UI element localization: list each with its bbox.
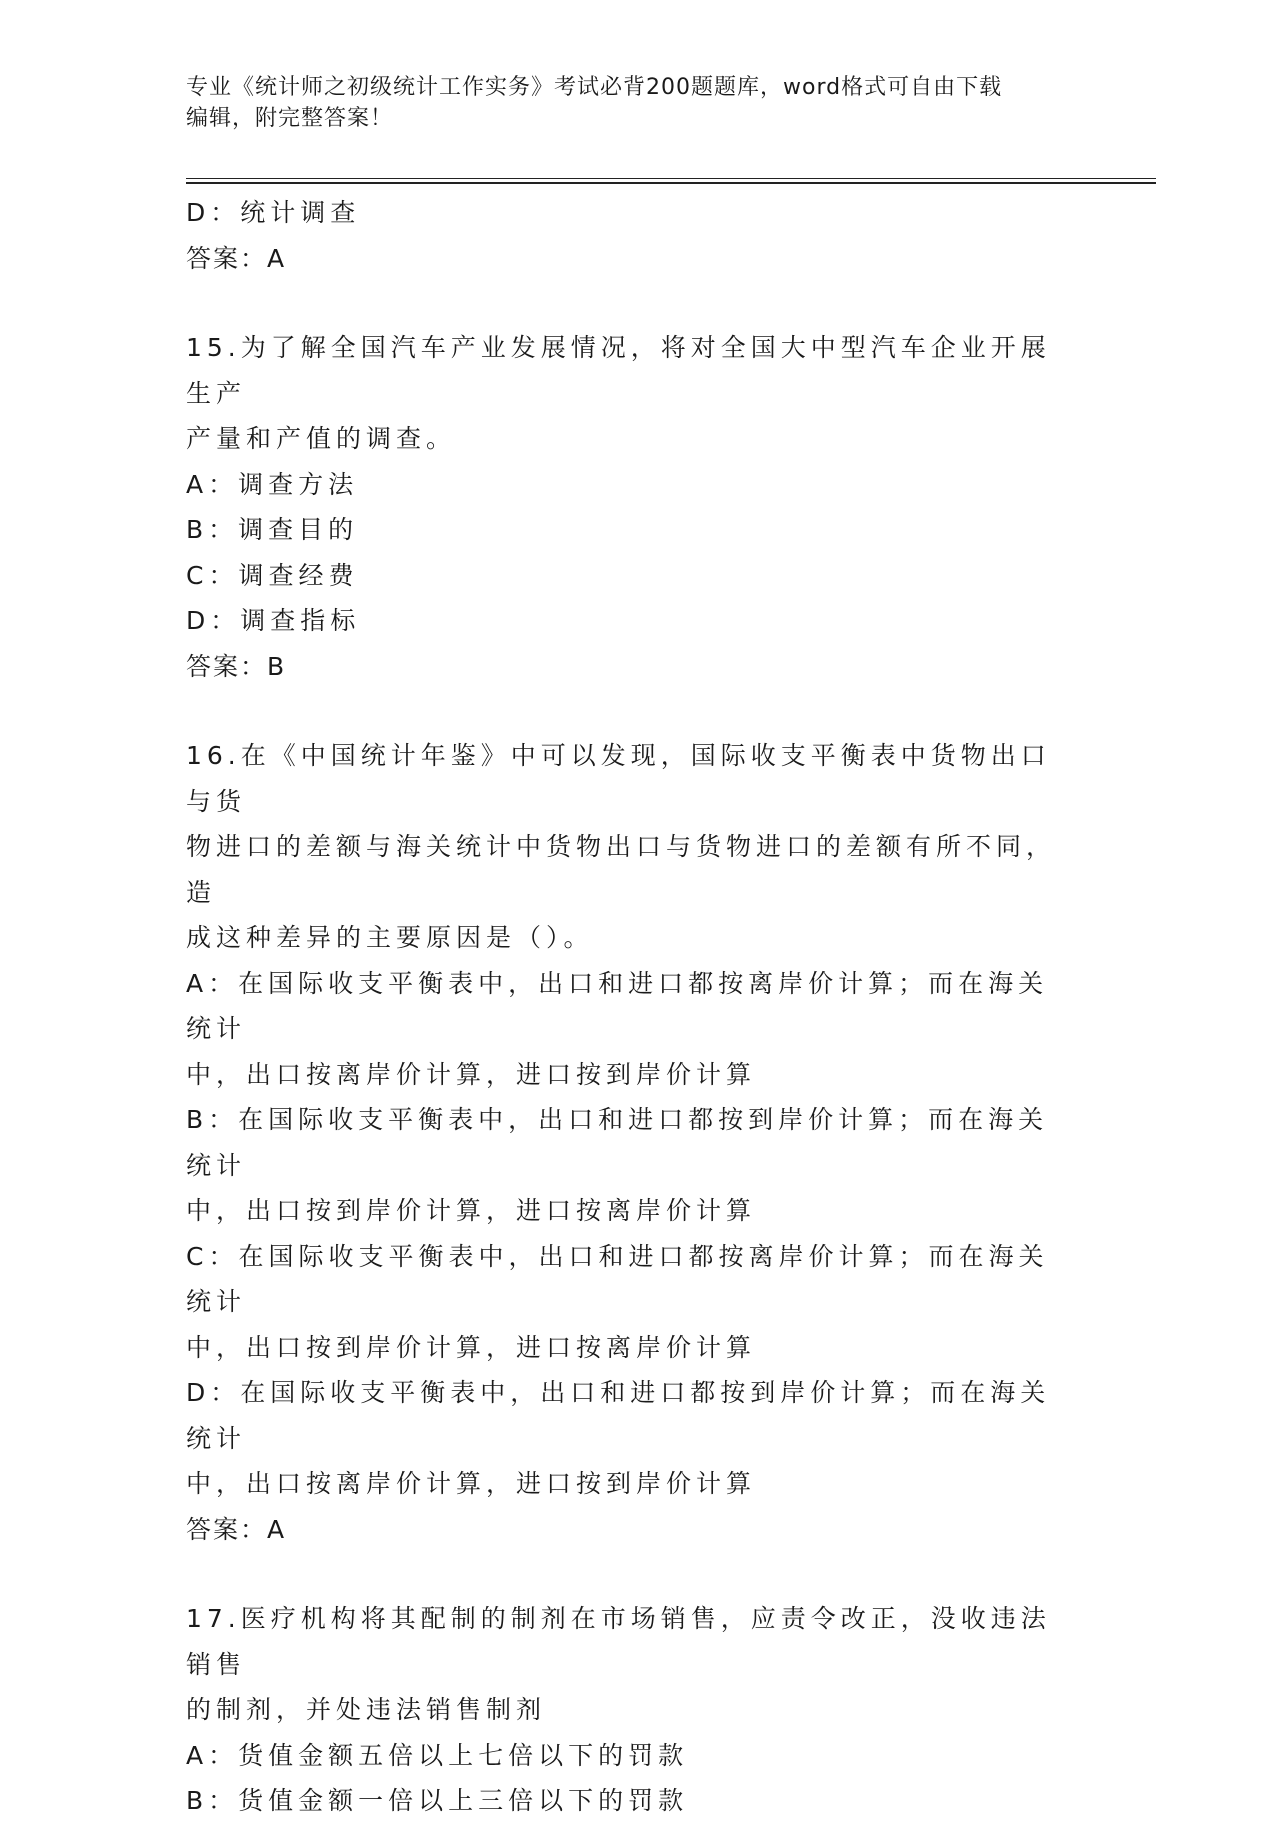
question-stem: 产量和产值的调查。: [186, 424, 457, 453]
option-d: D：调查指标: [186, 606, 361, 635]
document-body: [186, 190, 1076, 1824]
option-b: B：在国际收支平衡表中，出口和进口都按到岸价计算；而在海关统计: [186, 1105, 1049, 1180]
question-stem: 的制剂，并处违法销售制剂: [186, 1695, 547, 1724]
header-divider-thick: [186, 182, 1156, 184]
option-d: 中，出口按离岸价计算，进口按到岸价计算: [186, 1469, 757, 1498]
question-16: [186, 733, 1076, 1552]
question-14-tail: [186, 190, 1076, 281]
spacer: [186, 1552, 1076, 1596]
option-c: 中，出口按到岸价计算，进口按离岸价计算: [186, 1332, 757, 1362]
document-header: [186, 72, 1066, 134]
option-a: A：在国际收支平衡表中，出口和进口都按离岸价计算；而在海关统计: [186, 968, 1049, 1043]
option-a: A：货值金额五倍以上七倍以下的罚款: [186, 1740, 689, 1770]
answer: 答案：A: [186, 1514, 287, 1544]
header-title-line-2: 编辑，附完整答案！: [186, 106, 394, 131]
header-title-line-1: 专业《统计师之初级统计工作实务》考试必背200题题库，word格式可自由下载: [186, 75, 1003, 100]
question-17: [186, 1596, 1076, 1824]
header-divider-thin: [186, 178, 1156, 179]
option-c: C：在国际收支平衡表中，出口和进口都按离岸价计算；而在海关统计: [186, 1241, 1049, 1316]
answer: 答案：A: [186, 243, 287, 273]
option-a: A：调查方法: [186, 469, 359, 499]
spacer: [186, 689, 1076, 733]
answer: 答案：B: [186, 651, 287, 681]
question-stem: 16.在《中国统计年鉴》中可以发现，国际收支平衡表中货物出口与货: [186, 741, 1051, 816]
option-b: B：货值金额一倍以上三倍以下的罚款: [186, 1786, 689, 1815]
question-stem: 物进口的差额与海关统计中货物出口与货物进口的差额有所不同，造: [186, 832, 1057, 907]
spacer: [186, 281, 1076, 325]
question-15: [186, 325, 1076, 689]
option-b: B：调查目的: [186, 515, 359, 544]
question-stem: 17.医疗机构将其配制的制剂在市场销售，应责令改正，没收违法销售: [186, 1604, 1051, 1679]
question-stem: 成这种差异的主要原因是（）。: [186, 923, 594, 952]
option-d: D：统计调查: [186, 198, 361, 227]
question-stem: 15.为了解全国汽车产业发展情况，将对全国大中型汽车企业开展生产: [186, 333, 1051, 408]
option-b: 中，出口按到岸价计算，进口按离岸价计算: [186, 1196, 757, 1225]
option-d: D：在国际收支平衡表中，出口和进口都按到岸价计算；而在海关统计: [186, 1378, 1051, 1453]
option-a: 中，出口按离岸价计算，进口按到岸价计算: [186, 1059, 757, 1089]
option-c: C：调查经费: [186, 560, 359, 590]
